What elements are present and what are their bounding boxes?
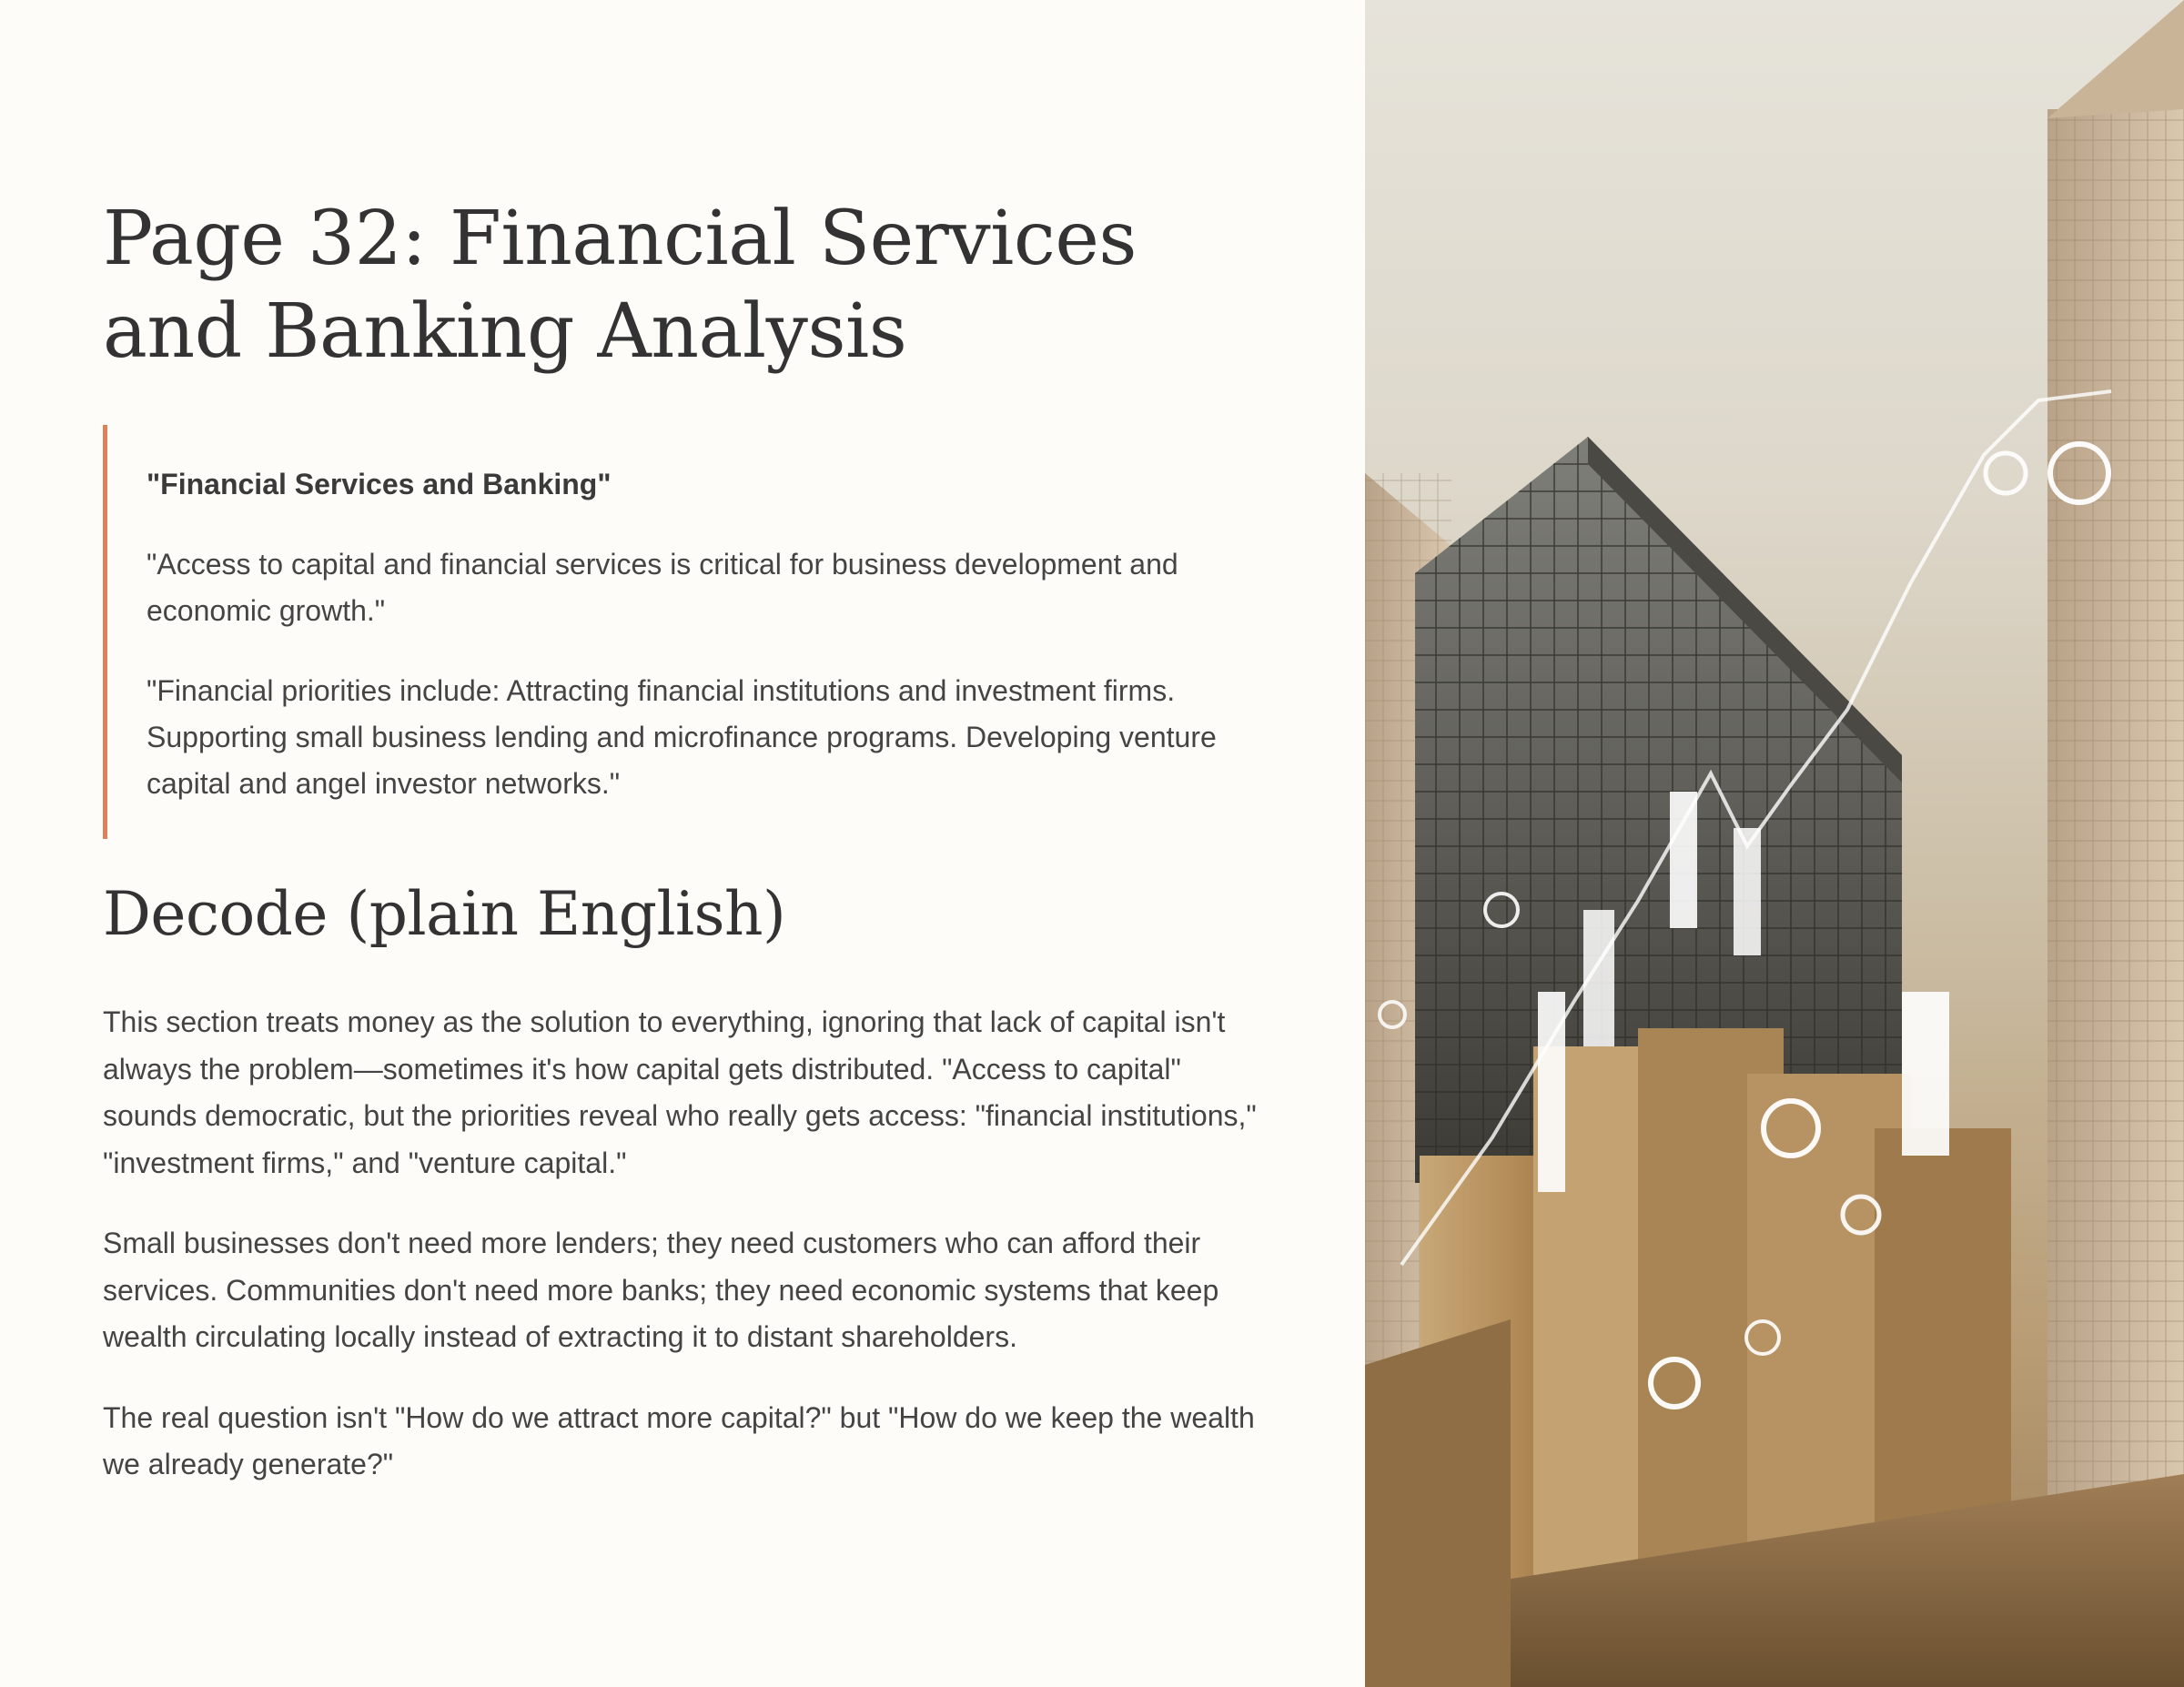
page-title: Page 32: Financial Services and Banking Analysis	[103, 196, 1137, 375]
hero-image	[1365, 0, 2184, 1687]
decode-paragraph: The real question isn't "How do we attract more capital?" but "How do we keep the wealth we already generate?"	[103, 1400, 1255, 1480]
quote-heading: "Financial Services and Banking"	[147, 468, 612, 500]
source-quote-block	[103, 425, 1268, 839]
decode-paragraph: This section treats money as the solution to everything, ignoring that lack of capital isn't always the problem—sometimes it's how capital gets distributed. "Access to capital" sounds democratic, but the priorities reveal who really gets access: "financial institutions," "investment firms," and "venture capital."	[103, 1005, 1257, 1179]
decode-heading: Decode (plain English)	[103, 879, 786, 949]
quote-paragraph: "Financial priorities include: Attracting financial institutions and investment firms. Supporting small business lending and microfinance programs. Developing venture capital and angel investor networks."	[147, 674, 1217, 800]
decode-paragraph: Small businesses don't need more lenders; they need customers who can afford their services. Communities don't need more banks; they need economic systems that keep wealth circulating locally instead of extracting it to distant shareholders.	[103, 1227, 1219, 1353]
quote-paragraph: "Access to capital and financial services is critical for business development and economic growth."	[147, 548, 1178, 627]
financial-buildings-illustration-icon	[1365, 0, 2184, 1687]
decode-body	[103, 999, 1277, 1522]
